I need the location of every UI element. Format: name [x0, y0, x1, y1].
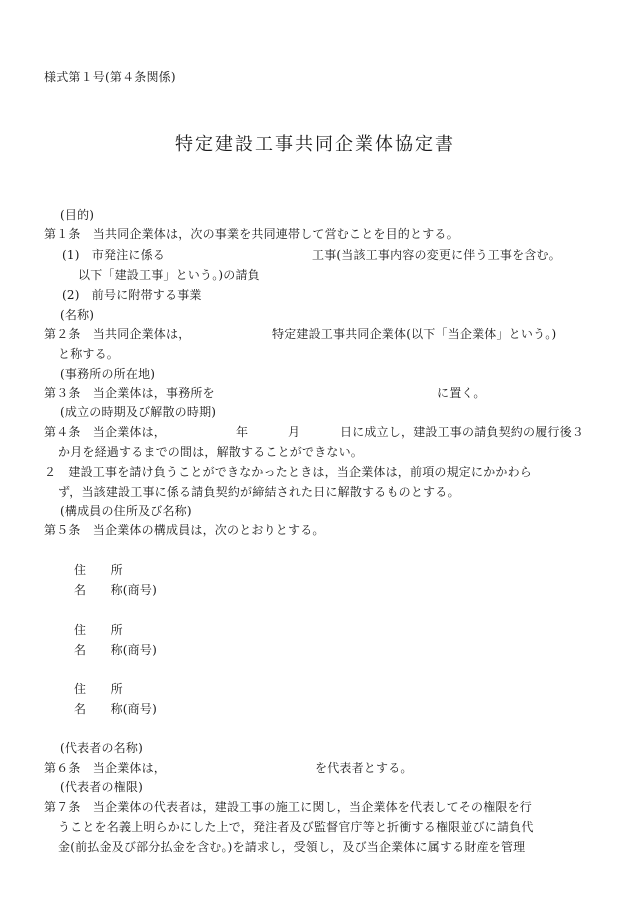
member-2-name: 名 称(商号) [74, 643, 157, 657]
heading-office: (事務所の所在地) [60, 367, 156, 381]
heading-members: (構成員の住所及び名称) [60, 504, 192, 518]
heading-purpose: (目的) [60, 208, 95, 222]
article-7-line2: うことを名義上明らかにした上で，発注者及び監督官庁等と折衝する権限並びに請負代 [58, 820, 534, 834]
heading-period: (成立の時期及び解散の時期) [60, 405, 217, 419]
document-title: 特定建設工事共同企業体協定書 [175, 134, 455, 155]
article-4-para-2: ２ 建設工事を請け負うことができなかったときは，当企業体は，前項の規定にかかわら [44, 465, 533, 479]
article-6-cont: を代表者とする。 [315, 761, 413, 775]
member-3-name: 名 称(商号) [74, 702, 157, 716]
member-1-address: 住 所 [74, 563, 123, 577]
article-1-item-1-cont: 工事(当該工事内容の変更に伴う工事を含む。 [312, 248, 561, 262]
form-number: 様式第１号(第４条関係) [44, 70, 176, 84]
member-3-address: 住 所 [74, 682, 123, 696]
article-4-month: 月 [288, 425, 301, 439]
article-6: 第６条 当企業体は， [44, 761, 167, 775]
article-1-item-2: (2) 前号に附帯する事業 [62, 288, 202, 302]
article-3-cont: に置く。 [437, 386, 486, 400]
article-1-item-1-line2: 以下「建設工事」という。)の請負 [78, 268, 260, 282]
article-4-line2: か月を経過するまでの間は，解散することができない。 [58, 445, 364, 459]
article-2: 第２条 当共同企業体は， [44, 327, 191, 341]
heading-name: (名称) [60, 308, 95, 322]
heading-representative-authority: (代表者の権限) [60, 780, 143, 794]
article-4-year: 年 [236, 425, 249, 439]
article-4-cont: 日に成立し，建設工事の請負契約の履行後３ [340, 425, 585, 439]
article-7: 第７条 当企業体の代表者は，建設工事の施工に関し，当企業体を代表してその権限を行 [44, 800, 533, 814]
article-7-line3: 金(前払金及び部分払金を含む。)を請求し，受領し，及び当企業体に属する財産を管理 [58, 840, 526, 854]
article-3: 第３条 当企業体は，事務所を [44, 386, 215, 400]
article-4-para-2-line2: ず，当該建設工事に係る請負契約が締結された日に解散するものとする。 [58, 485, 460, 499]
article-1: 第１条 当共同企業体は，次の事業を共同連帯して営むことを目的とする。 [44, 227, 459, 241]
member-2-address: 住 所 [74, 623, 123, 637]
article-2-cont: 特定建設工事共同企業体(以下「当企業体」という。) [272, 327, 557, 341]
article-4: 第４条 当企業体は， [44, 425, 167, 439]
article-1-item-1: (1) 市発注に係る [62, 248, 165, 262]
article-2-line2: と称する。 [58, 347, 120, 361]
member-1-name: 名 称(商号) [74, 583, 157, 597]
heading-representative-name: (代表者の名称) [60, 741, 143, 755]
article-5: 第５条 当企業体の構成員は，次のとおりとする。 [44, 523, 325, 537]
